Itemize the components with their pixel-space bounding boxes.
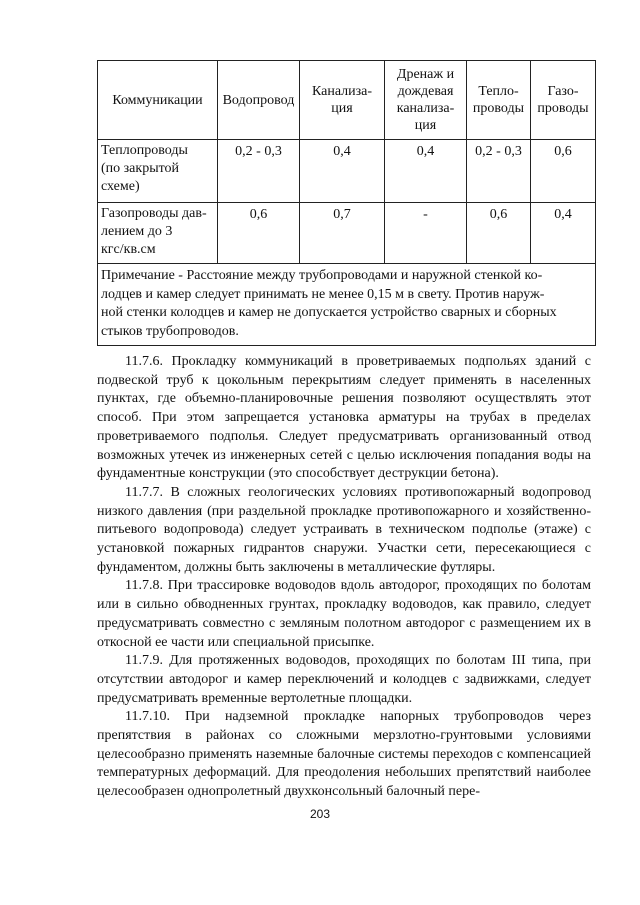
header-drainage: Дренаж и дождевая канализа- ция: [385, 61, 467, 140]
table-cell: 0,4: [300, 140, 385, 203]
table-cell: 0,4: [385, 140, 467, 203]
table-header-row: [98, 61, 596, 140]
paragraph-11-7-6: 11.7.6. Прокладку коммуникаций в проветриваемых подпольях зданий с подвеской труб к цокольным перекрытиям следует применять в населенных пунктах, где объемно-планировочные решения позволяют осуществлять этот способ. При этом запрещается установка арматуры на трубах в пределах проветриваемого подполья. Следует предусматривать организованный отвод возможных утечек из инженерных сетей с целью исключения попадания воды на фундаментные конструкции (это способствует деструкции бетона).: [97, 354, 591, 482]
row-label: Газопроводы дав- лением до 3 кгс/кв.см: [98, 203, 218, 264]
header-sewerage: Канализа- ция: [300, 61, 385, 140]
table-cell: -: [385, 203, 467, 264]
paragraph-11-7-7: 11.7.7. В сложных геологических условиях противопожарный водопровод низкого давления (при раздельной прокладке противопожарного и хозяйственно-питьевого водопровода) следует устраивать в техническом подполье (этаже) с установкой пожарных гидрантов снаружи. Участки сети, пересекающиеся с фундаментом, должны быть заключены в металлические футляры.: [97, 484, 591, 575]
header-water-supply: Водопровод: [218, 61, 300, 140]
table-note: Примечание - Расстояние между трубопроводами и наружной стенкой ко- лодцев и камер следует принимать не менее 0,15 м в свету. Против наруж- ной стенки колодцев и камер не допускается устройство сварных и сборных стыков трубопроводов.: [98, 264, 596, 346]
table-cell: 0,2 - 0,3: [467, 140, 531, 203]
row-label: Теплопроводы (по закрытой схеме): [98, 140, 218, 203]
table-row: [98, 203, 596, 264]
header-heat-pipelines: Тепло- проводы: [467, 61, 531, 140]
header-gas-pipelines: Газо- проводы: [531, 61, 596, 140]
table-cell: 0,2 - 0,3: [218, 140, 300, 203]
table-note-row: [98, 264, 596, 346]
table-cell: 0,6: [467, 203, 531, 264]
paragraph-11-7-9: 11.7.9. Для протяженных водоводов, проходящих по болотам III типа, при отсутствии автодорог и камер переключений и колодцев с задвижками, следует предусматривать временные вертолетные площадки.: [97, 653, 591, 706]
paragraph-11-7-10: 11.7.10. При надземной прокладке напорных трубопроводов через препятствия в районах со сложными мерзлотно-грунтовыми условиями целесообразно применять наземные балочные системы переходов с компенсацией температурных деформаций. Для преодоления небольших препятствий наиболее целесообразен однопролетный двухконсольный балочный пере-: [97, 709, 591, 800]
table-cell: 0,6: [218, 203, 300, 264]
header-communications: Коммуникации: [98, 61, 218, 140]
table-row: [98, 140, 596, 203]
table-cell: 0,4: [531, 203, 596, 264]
paragraph-11-7-8: 11.7.8. При трассировке водоводов вдоль автодорог, проходящих по болотам или в сильно обводненных грунтах, прокладку водоводов, как правило, следует предусматривать совместно с земляным полотном автодорог с размещением их в откосной ее части или специальной присыпке.: [97, 578, 591, 650]
body-text: [97, 353, 591, 802]
table-cell: 0,7: [300, 203, 385, 264]
page-number: 203: [309, 807, 331, 821]
communications-table: [97, 60, 596, 346]
table-cell: 0,6: [531, 140, 596, 203]
